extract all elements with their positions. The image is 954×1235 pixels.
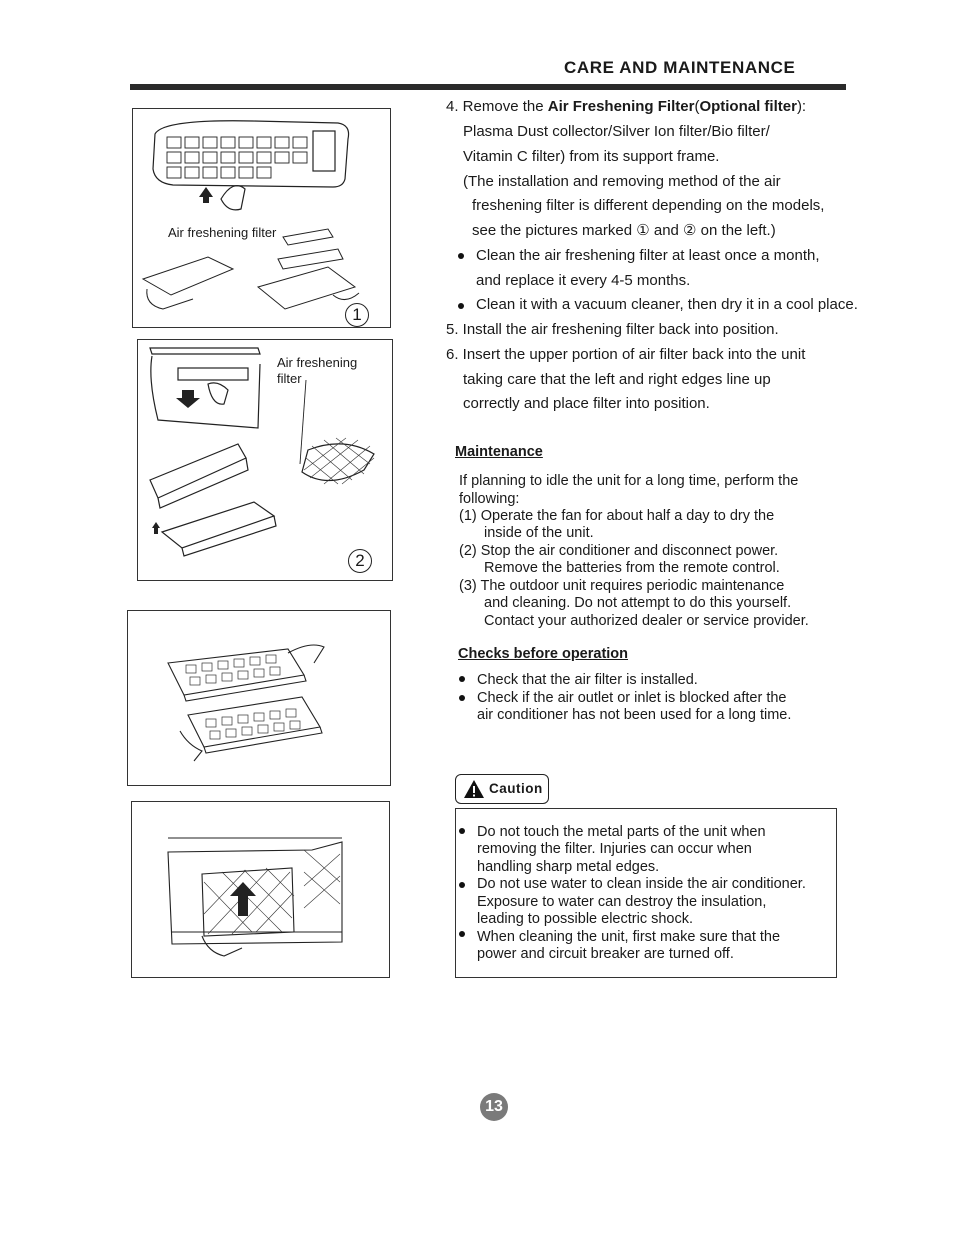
figure-1-label: Air freshening filter: [168, 225, 277, 240]
caution-label: Caution: [489, 781, 543, 796]
maintenance-item3-line2: and cleaning. Do not attempt to do this yourself.: [484, 595, 792, 611]
warning-icon: [463, 779, 485, 799]
caution-item2-line2: Exposure to water can destroy the insulation,: [477, 894, 767, 910]
maintenance-heading: Maintenance: [455, 444, 543, 460]
step4-open-paren: (: [694, 98, 700, 115]
step6-line1: 6. Insert the upper portion of air filter back into the unit: [446, 346, 806, 363]
caution-item2-line3: leading to possible electric shock.: [477, 911, 694, 927]
step4-line3: Vitamin C filter) from its support frame.: [463, 148, 720, 165]
figure-2-label-line1: Air freshening: [277, 355, 358, 370]
figure-2-drawing: [138, 340, 392, 580]
caution-item1-line1: Do not touch the metal parts of the unit when: [477, 824, 766, 840]
maintenance-item2-line2: Remove the batteries from the remote control.: [484, 560, 780, 576]
step4-close: ):: [796, 98, 807, 115]
figure-2-label-line2: filter: [277, 371, 302, 386]
maintenance-item2-line1: (2) Stop the air conditioner and disconnect power.: [459, 543, 779, 559]
bullet: [458, 303, 464, 309]
bullet: [459, 882, 465, 888]
step4-optional: Optional filter: [699, 98, 797, 115]
step4-line1: [446, 98, 806, 116]
figure-2-number: 2: [348, 549, 372, 573]
bullet: [459, 676, 465, 682]
step6-line3: correctly and place filter into position.: [463, 395, 710, 412]
maintenance-item1-line2: inside of the unit.: [484, 525, 594, 541]
bullet: [459, 931, 465, 937]
caution-box: [455, 808, 837, 978]
step4-line5: freshening filter is different depending on the models,: [472, 197, 825, 214]
bullet: [458, 253, 464, 259]
maintenance-item1-line1: (1) Operate the fan for about half a day to dry the: [459, 508, 775, 524]
caution-item1-line2: removing the filter. Injuries can occur when: [477, 841, 752, 857]
step4-line6: see the pictures marked ① and ② on the left.): [472, 222, 776, 239]
step6-line2: taking care that the left and right edges line up: [463, 371, 771, 388]
maintenance-item3-line1: (3) The outdoor unit requires periodic maintenance: [459, 578, 785, 594]
figure-2-filter-removal: [137, 339, 393, 581]
figure-1-drawing: [133, 109, 390, 327]
bullet: [459, 695, 465, 701]
figure-1-filter-removal: [132, 108, 391, 328]
figure-3-filter-cleaning: [127, 610, 391, 786]
figure-3-drawing: [128, 611, 390, 785]
step4-bullet1-line2: and replace it every 4-5 months.: [476, 272, 691, 289]
figure-4-filter-insertion: [131, 801, 390, 978]
caution-item3-line1: When cleaning the unit, first make sure that the: [477, 929, 781, 945]
checks-heading: Checks before operation: [458, 646, 629, 662]
maintenance-item3-line3: Contact your authorized dealer or service provider.: [484, 613, 809, 629]
caution-item1-line3: handling sharp metal edges.: [477, 859, 660, 875]
step4-line2: Plasma Dust collector/Silver Ion filter/Bio filter/: [463, 123, 770, 140]
step4-prefix: 4. Remove the: [446, 98, 544, 115]
figure-4-drawing: [132, 802, 389, 977]
page-number: 13: [480, 1093, 508, 1121]
header-rule: [130, 84, 846, 90]
checks-item2-line2: air conditioner has not been used for a long time.: [477, 707, 792, 723]
bullet: [459, 828, 465, 834]
checks-item2-line1: Check if the air outlet or inlet is blocked after the: [477, 690, 787, 706]
step4-filter-name: Air Freshening Filter: [547, 98, 695, 115]
caution-tab: [455, 774, 549, 804]
step4-bullet2: Clean it with a vacuum cleaner, then dry it in a cool place.: [476, 296, 858, 313]
checks-item1: Check that the air filter is installed.: [477, 672, 698, 688]
step4-bullet1-line1: Clean the air freshening filter at least once a month,: [476, 247, 820, 264]
step4-line4: (The installation and removing method of the air: [463, 173, 781, 190]
page-title: CARE AND MAINTENANCE: [564, 58, 796, 77]
caution-item3-line2: power and circuit breaker are turned off.: [477, 946, 734, 962]
step5: 5. Install the air freshening filter back into position.: [446, 321, 779, 338]
maintenance-intro-line2: following:: [459, 491, 520, 507]
caution-item2-line1: Do not use water to clean inside the air conditioner.: [477, 876, 806, 892]
figure-1-number: 1: [345, 303, 369, 327]
maintenance-intro-line1: If planning to idle the unit for a long time, perform the: [459, 473, 799, 489]
